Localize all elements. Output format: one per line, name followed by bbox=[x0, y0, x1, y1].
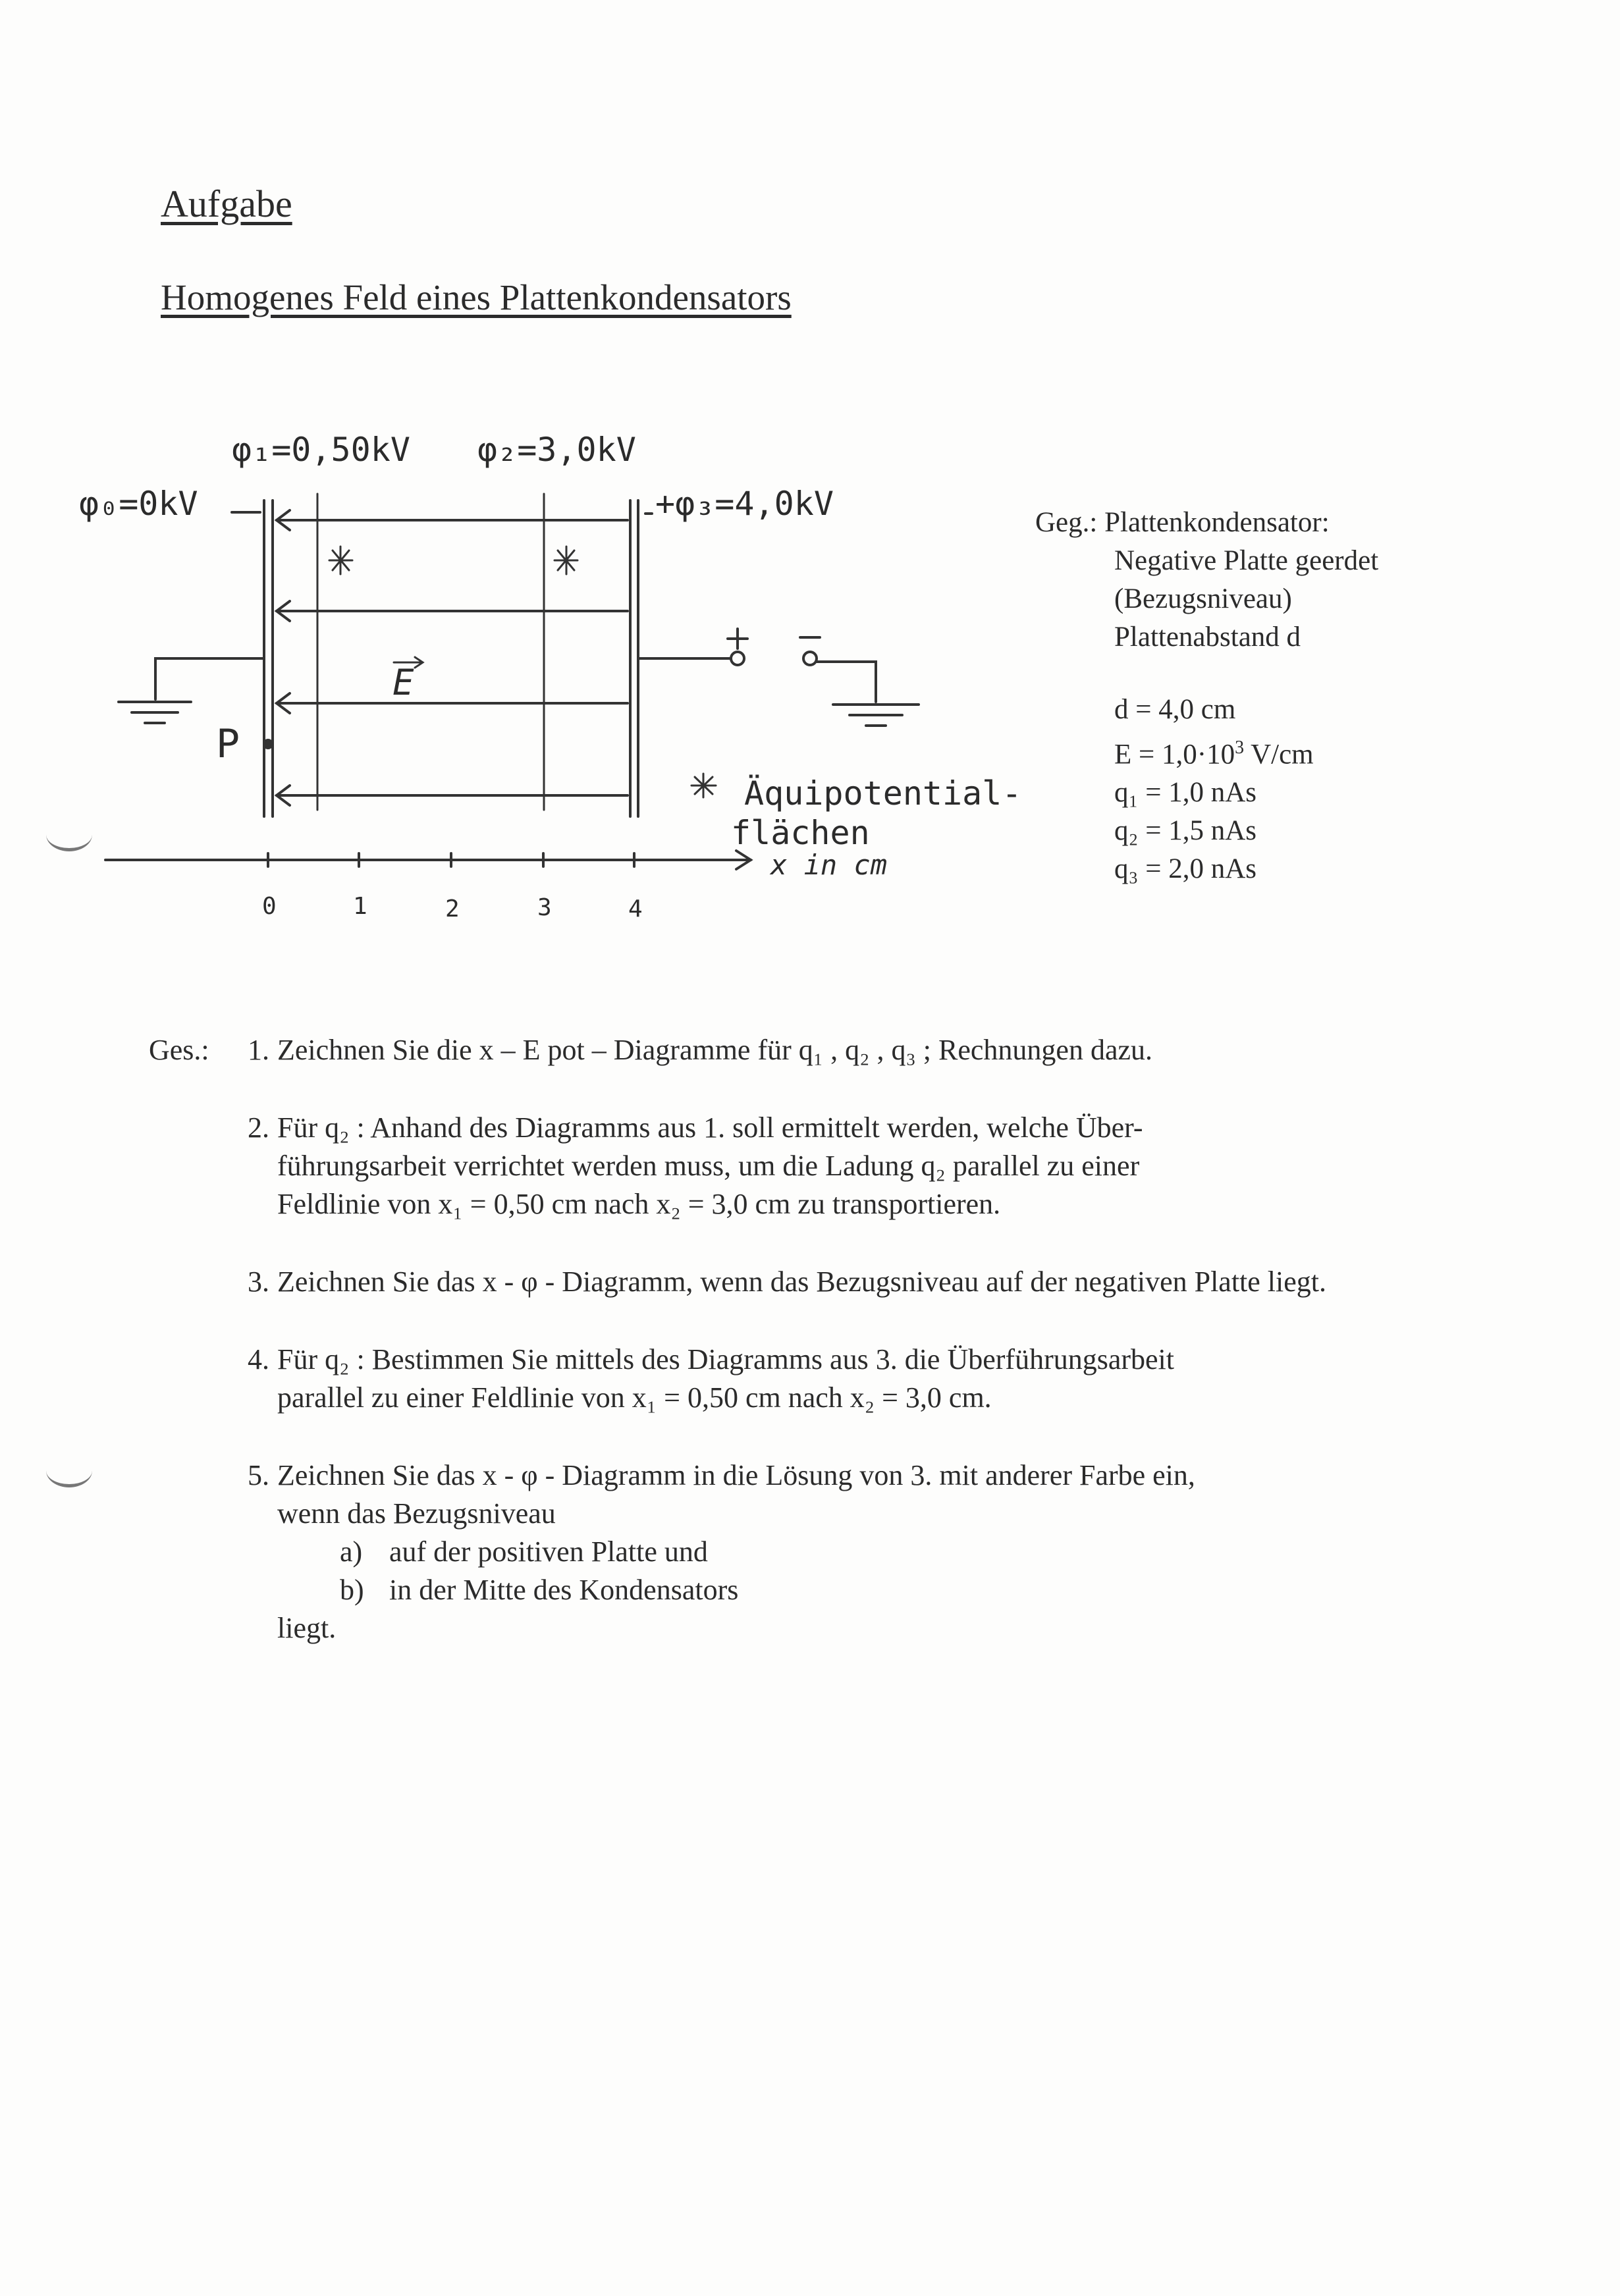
given-label: Geg.: bbox=[1035, 507, 1098, 538]
task-2-line-1: Für q₂ : Anhand des Diagramms aus 1. soll ermittelt werden, welche Über- bbox=[277, 1111, 1143, 1144]
given-section bbox=[1035, 504, 1378, 888]
given-d: d = 4,0 cm bbox=[1114, 694, 1236, 725]
tick-label-1: 1 bbox=[353, 893, 367, 920]
tick-label-0: 0 bbox=[262, 893, 277, 920]
equipotential-marker-1 bbox=[329, 547, 352, 574]
task-1-text: Zeichnen Sie die x – E pot – Diagramme für q₁ , q₂ , q₃ ; Rechnungen dazu. bbox=[277, 1034, 1153, 1066]
task-5-end: liegt. bbox=[277, 1612, 337, 1644]
legend-marker bbox=[691, 774, 716, 797]
task-4-line-2: parallel zu einer Feldlinie von x₁ = 0,50 cm nach x₂ = 3,0 cm. bbox=[277, 1381, 992, 1414]
given-line-2: Negative Platte geerdet bbox=[1114, 545, 1379, 576]
tick-label-4: 4 bbox=[628, 895, 643, 922]
equipotential-marker-2 bbox=[554, 547, 578, 574]
tasks-label: Ges.: bbox=[149, 1034, 209, 1066]
page-title: Aufgabe bbox=[161, 182, 292, 225]
task-5b-text: in der Mitte des Kondensators bbox=[389, 1574, 739, 1606]
x-axis-ticks bbox=[268, 853, 634, 867]
task-5-line-1: Zeichnen Sie das x - φ - Diagramm in die Lösung von 3. mit anderer Farbe ein, bbox=[277, 1459, 1195, 1491]
given-q3: q₃ = 2,0 nAs bbox=[1114, 853, 1257, 885]
task-4-number: 4. bbox=[248, 1343, 269, 1375]
field-label: E bbox=[392, 662, 414, 703]
task-2-number: 2. bbox=[248, 1111, 269, 1144]
phi1-label: φ₁=0,50kV bbox=[232, 431, 410, 469]
axis-label: x in cm bbox=[770, 849, 888, 881]
task-5a-text: auf der positiven Platte und bbox=[389, 1535, 708, 1568]
phi3-label: +φ₃=4,0kV bbox=[655, 485, 834, 523]
punch-hole-mark-bottom bbox=[46, 1454, 92, 1487]
task-3-number: 3. bbox=[248, 1266, 269, 1298]
given-e: $E = 1,0\cdot 10^3$ V/cm bbox=[1114, 737, 1314, 770]
given-q2: q₂ = 1,5 nAs bbox=[1114, 815, 1257, 847]
phi2-label: φ₂=3,0kV bbox=[477, 431, 636, 469]
task-2-line-2: führungsarbeit verrichtet werden muss, um die Ladung q₂ parallel zu einer bbox=[277, 1150, 1140, 1182]
equipotential-label-2: flächen bbox=[731, 814, 870, 852]
task-5-number: 5. bbox=[248, 1459, 269, 1491]
task-5-line-2: wenn das Bezugsniveau bbox=[277, 1497, 556, 1530]
task-2-line-3: Feldlinie von x₁ = 0,50 cm nach x₂ = 3,0 cm zu transportieren. bbox=[277, 1188, 1001, 1220]
task-1-number: 1. bbox=[248, 1034, 269, 1066]
task-3-text: Zeichnen Sie das x - φ - Diagramm, wenn das Bezugsniveau auf der negativen Platte liegt. bbox=[277, 1266, 1327, 1298]
task-4-line-1: Für q₂ : Bestimmen Sie mittels des Diagramms aus 3. die Überführungsarbeit bbox=[277, 1343, 1175, 1375]
ground-left-wire bbox=[155, 658, 264, 699]
page-subtitle: Homogenes Feld eines Plattenkondensators bbox=[161, 277, 792, 317]
task-5b-label: b) bbox=[340, 1574, 364, 1606]
field-lines bbox=[277, 510, 628, 805]
given-line-4: Plattenabstand d bbox=[1114, 622, 1301, 653]
tick-label-2: 2 bbox=[445, 895, 460, 922]
punch-hole-mark-top bbox=[46, 818, 92, 851]
tick-label-3: 3 bbox=[537, 894, 552, 921]
given-q1: q₁ = 1,0 nAs bbox=[1114, 777, 1257, 809]
given-line-3: (Bezugsniveau) bbox=[1114, 583, 1292, 614]
point-p bbox=[264, 740, 272, 748]
given-line-1: Geg.: Plattenkondensator: bbox=[1035, 507, 1330, 538]
point-label: P bbox=[216, 721, 240, 767]
equipotential-label-1: Äquipotential- bbox=[744, 774, 1022, 813]
task-5a-label: a) bbox=[340, 1535, 363, 1568]
ground-right-wire bbox=[817, 662, 876, 702]
phi0-label: φ₀=0kV bbox=[79, 485, 198, 523]
